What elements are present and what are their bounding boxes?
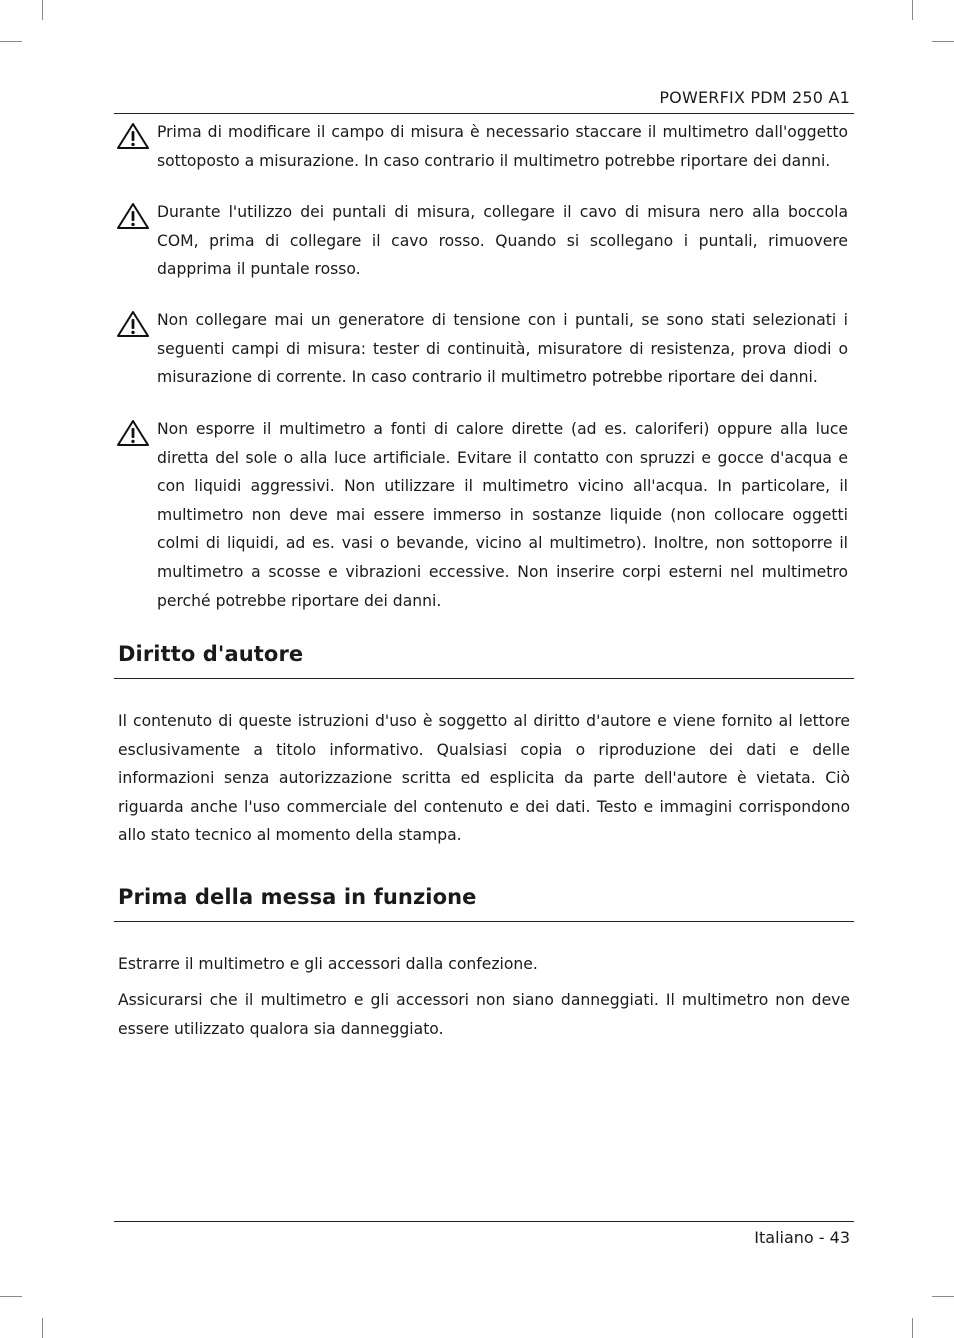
header-rule [114, 113, 854, 114]
section-paragraph: Estrarre il multimetro e gli accessori dalla confezione. [118, 955, 538, 973]
warning-text: Non esporre il multimetro a fonti di calore dirette (ad es. caloriferi) oppure alla luce diretta del sole o alla luce artificiale. Evitare il contatto con spruzzi e gocce d'acqua e con liquidi aggressivi. Non utilizzare il multimetro vicino all'acqua. In particolare, il multimetro non deve mai essere immerso in sostanze liquide (non collocare oggetti colmi di liquidi, ad es. vasi o bevande, vicino al multimetro). Inoltre, non sottoporre il multimetro a scosse e vibrazioni eccessive. Non inserire corpi esterni nel multimetro perché potrebbe riportare dei danni. [157, 420, 848, 610]
section-heading: Prima della messa in funzione [118, 885, 477, 909]
crop-mark [42, 1318, 43, 1338]
warning-triangle-icon [116, 310, 150, 338]
crop-mark [0, 1296, 22, 1297]
warning-triangle-icon [116, 202, 150, 230]
section-paragraph: Il contenuto di queste istruzioni d'uso è soggetto al diritto d'autore e viene fornito al lettore esclusivamente a titolo informativo. Qualsiasi copia o riproduzione dei dati e delle informazioni senza autorizzazione scritta ed esplicita da parte dell'autore è vietata. Ciò riguarda anche l'uso commerciale del contenuto e dei dati. Testo e immagini corrispondono allo stato tecnico al momento della stampa. [118, 712, 850, 845]
warning-text: Non collegare mai un generatore di tensione con i puntali, se sono stati selezionati i seguenti campi di misura: tester di continuità, misuratore di resistenza, prova diodi o misurazione di corrente. In caso contrario il multimetro potrebbe riportare dei danni. [157, 311, 848, 387]
warning-triangle-icon [116, 419, 150, 447]
section-heading: Diritto d'autore [118, 642, 304, 666]
crop-mark [42, 0, 43, 20]
crop-mark [932, 41, 954, 42]
warning-text: Durante l'utilizzo dei puntali di misura, collegare il cavo di misura nero alla boccola COM, prima di collegare il cavo rosso. Quando si scollegano i puntali, rimuovere dapprima il puntale rosso. [157, 203, 848, 279]
warning-block [116, 198, 848, 284]
crop-mark [912, 0, 913, 20]
warning-block [116, 415, 848, 615]
footer-rule [114, 1221, 854, 1222]
section-rule [114, 921, 854, 922]
section-paragraph: Assicurarsi che il multimetro e gli accessori non siano danneggiati. Il multimetro non deve essere utilizzato qualora sia danneggiato. [118, 991, 850, 1038]
crop-mark [912, 1318, 913, 1338]
warning-text: Prima di modificare il campo di misura è necessario staccare il multimetro dall'oggetto sottoposto a misurazione. In caso contrario il multimetro potrebbe riportare dei danni. [157, 123, 848, 170]
warning-triangle-icon [116, 122, 150, 150]
crop-mark [932, 1296, 954, 1297]
warning-block [116, 118, 848, 175]
header-product: POWERFIX PDM 250 A1 [659, 88, 850, 107]
section-rule [114, 678, 854, 679]
crop-mark [0, 41, 22, 42]
warning-block [116, 306, 848, 392]
page-number: Italiano - 43 [754, 1228, 850, 1247]
